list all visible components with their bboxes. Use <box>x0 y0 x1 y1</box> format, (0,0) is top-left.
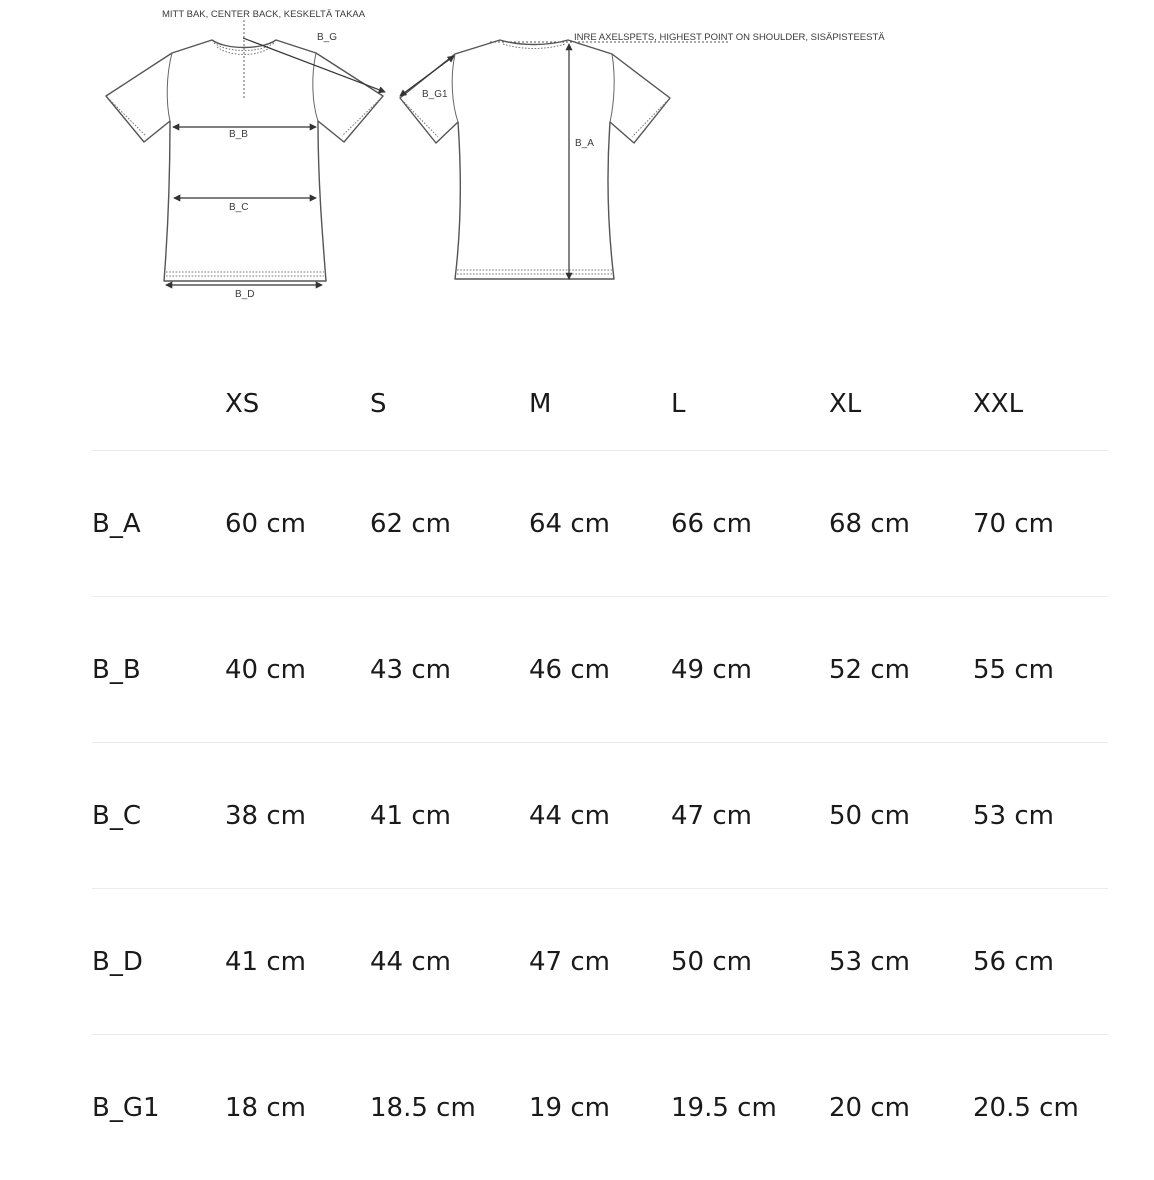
size-chart-table <box>92 358 1108 1180</box>
label-bc: B_C <box>229 202 248 213</box>
size-header <box>92 358 1108 451</box>
label-bg: B_G <box>317 32 337 43</box>
size-header-cell: S <box>370 358 529 451</box>
table-cell: 47 cm <box>529 889 671 1035</box>
table-row <box>92 889 1108 1035</box>
label-bb: B_B <box>229 129 248 140</box>
table-cell: 64 cm <box>529 451 671 597</box>
size-header-cell: XS <box>225 358 370 451</box>
shoulder-point-note: INRE AXELSPETS, HIGHEST POINT ON SHOULDER, SISÄPISTEESTÄ <box>574 32 885 43</box>
label-ba: B_A <box>575 138 594 149</box>
header-row <box>92 358 1108 451</box>
table-cell: 18.5 cm <box>370 1035 529 1180</box>
table-cell: 38 cm <box>225 743 370 889</box>
size-header-cell: M <box>529 358 671 451</box>
table-cell: 50 cm <box>671 889 829 1035</box>
table-cell: 41 cm <box>225 889 370 1035</box>
measurement-label: B_D <box>92 889 225 1035</box>
table-cell: 20.5 cm <box>973 1035 1108 1180</box>
table-cell: 52 cm <box>829 597 973 743</box>
size-header-cell: L <box>671 358 829 451</box>
table-cell: 70 cm <box>973 451 1108 597</box>
table-cell: 20 cm <box>829 1035 973 1180</box>
table-cell: 19 cm <box>529 1035 671 1180</box>
table-row <box>92 1035 1108 1180</box>
back-view-tshirt <box>400 40 730 279</box>
label-bg1: B_G1 <box>422 89 448 100</box>
table-cell: 55 cm <box>973 597 1108 743</box>
corner-cell <box>92 358 225 451</box>
table-cell: 40 cm <box>225 597 370 743</box>
measurement-label: B_C <box>92 743 225 889</box>
table-cell: 50 cm <box>829 743 973 889</box>
measurement-label: B_B <box>92 597 225 743</box>
table-cell: 68 cm <box>829 451 973 597</box>
size-header-cell: XL <box>829 358 973 451</box>
table-cell: 43 cm <box>370 597 529 743</box>
front-view-tshirt <box>106 20 385 285</box>
tshirt-measurement-diagram <box>0 0 900 310</box>
table-cell: 53 cm <box>973 743 1108 889</box>
measurement-label: B_G1 <box>92 1035 225 1180</box>
table-cell: 41 cm <box>370 743 529 889</box>
size-header-cell: XXL <box>973 358 1108 451</box>
table-row <box>92 451 1108 597</box>
table-cell: 62 cm <box>370 451 529 597</box>
table-cell: 47 cm <box>671 743 829 889</box>
table-cell: 53 cm <box>829 889 973 1035</box>
table-cell: 46 cm <box>529 597 671 743</box>
table-cell: 66 cm <box>671 451 829 597</box>
table-cell: 60 cm <box>225 451 370 597</box>
label-bd: B_D <box>235 289 254 300</box>
table-cell: 18 cm <box>225 1035 370 1180</box>
table-cell: 19.5 cm <box>671 1035 829 1180</box>
table-cell: 44 cm <box>370 889 529 1035</box>
table-cell: 44 cm <box>529 743 671 889</box>
measurement-label: B_A <box>92 451 225 597</box>
table-cell: 56 cm <box>973 889 1108 1035</box>
center-back-note: MITT BAK, CENTER BACK, KESKELTÄ TAKAA <box>162 9 366 20</box>
table-row <box>92 597 1108 743</box>
table-cell: 49 cm <box>671 597 829 743</box>
table-row <box>92 743 1108 889</box>
